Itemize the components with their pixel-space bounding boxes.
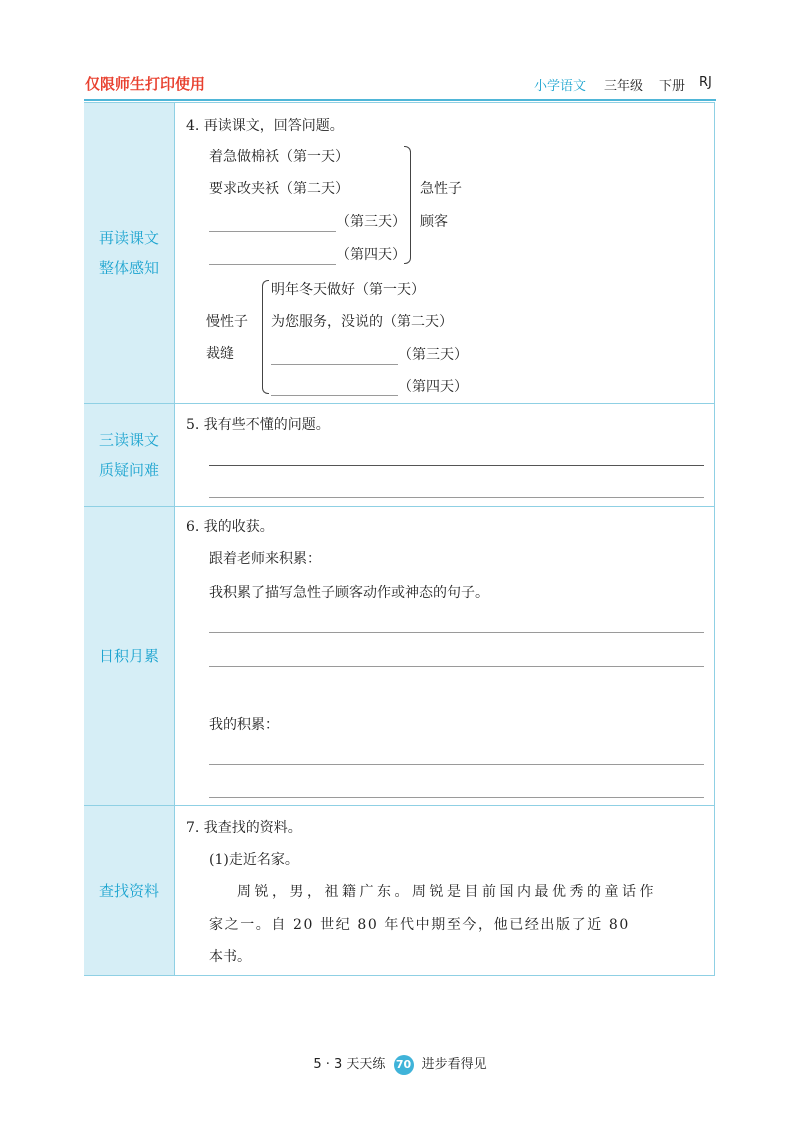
impatient-item-3: （第三天） <box>336 214 406 230</box>
my-accumulation-label: 我的积累： <box>209 717 279 733</box>
row-divider <box>84 506 715 507</box>
header-divider <box>84 99 716 101</box>
answer-line[interactable] <box>209 797 704 798</box>
follow-teacher-text: 跟着老师来积累： <box>209 551 321 567</box>
label-line: 三读课文 <box>98 431 159 449</box>
row-divider <box>84 805 715 806</box>
row-divider <box>84 403 715 404</box>
grade-label: 三年级 <box>604 79 644 94</box>
brand-name: 5 · 3 天天练 <box>313 1057 386 1072</box>
section-label-questions <box>84 404 175 506</box>
tailor-label-2: 裁缝 <box>206 346 234 362</box>
page-number: 70 <box>394 1055 414 1075</box>
sub-heading: (1)走近名家。 <box>209 852 299 868</box>
answer-line[interactable] <box>209 497 704 498</box>
slogan: 进步看得见 <box>421 1057 487 1072</box>
question-5: 5. 我有些不懂的问题。 <box>186 417 330 433</box>
tailor-label-1: 慢性子 <box>206 314 248 330</box>
answer-blank[interactable] <box>271 395 398 396</box>
section-label-accumulate <box>84 507 175 805</box>
answer-blank[interactable] <box>209 231 336 232</box>
volume-label: 下册 <box>659 79 686 94</box>
tailor-item-3: （第三天） <box>398 347 468 363</box>
section-label-research <box>84 806 175 975</box>
question-6: 6. 我的收获。 <box>186 519 274 535</box>
label-line: 再读课文 <box>98 229 159 247</box>
tailor-item-4: （第四天） <box>398 379 468 395</box>
right-brace <box>404 146 411 264</box>
impatient-item-1: 着急做棉袄（第一天） <box>209 149 349 165</box>
answer-blank[interactable] <box>271 364 398 365</box>
accumulate-prompt: 我积累了描写急性子顾客动作或神态的句子。 <box>209 585 489 601</box>
label-line: 查找资料 <box>98 881 159 900</box>
answer-blank[interactable] <box>209 264 336 265</box>
answer-line[interactable] <box>209 632 704 633</box>
customer-label-2: 顾客 <box>420 214 448 230</box>
page-footer <box>0 1053 800 1075</box>
impatient-item-2: 要求改夹袄（第二天） <box>209 181 349 197</box>
question-7: 7. 我查找的资料。 <box>186 820 302 836</box>
subject-label: 小学语文 <box>534 79 587 94</box>
label-line: 整体感知 <box>98 259 159 277</box>
answer-line[interactable] <box>209 764 704 765</box>
left-brace <box>262 280 269 394</box>
worksheet-table <box>84 102 715 976</box>
label-line: 日积月累 <box>98 647 159 665</box>
paragraph-line-2: 家之一。自 20 世纪 80 年代中期至今，他已经出版了近 80 <box>209 917 630 933</box>
impatient-item-4: （第四天） <box>336 247 406 263</box>
section-label-reread <box>84 103 175 403</box>
edition-label: RJ <box>699 75 712 90</box>
paragraph-line-3: 本书。 <box>209 949 251 965</box>
tailor-item-1: 明年冬天做好（第一天） <box>271 282 425 298</box>
paragraph-line-1: 周锐，男，祖籍广东。周锐是目前国内最优秀的童话作 <box>237 884 657 900</box>
question-4: 4. 再读课文，回答问题。 <box>186 118 344 134</box>
print-notice: 仅限师生打印使用 <box>85 75 206 93</box>
customer-label-1: 急性子 <box>420 181 462 197</box>
answer-line[interactable] <box>209 666 704 667</box>
label-line: 质疑问难 <box>98 461 159 479</box>
tailor-item-2: 为您服务，没说的（第二天） <box>271 314 453 330</box>
answer-line[interactable] <box>209 465 704 466</box>
